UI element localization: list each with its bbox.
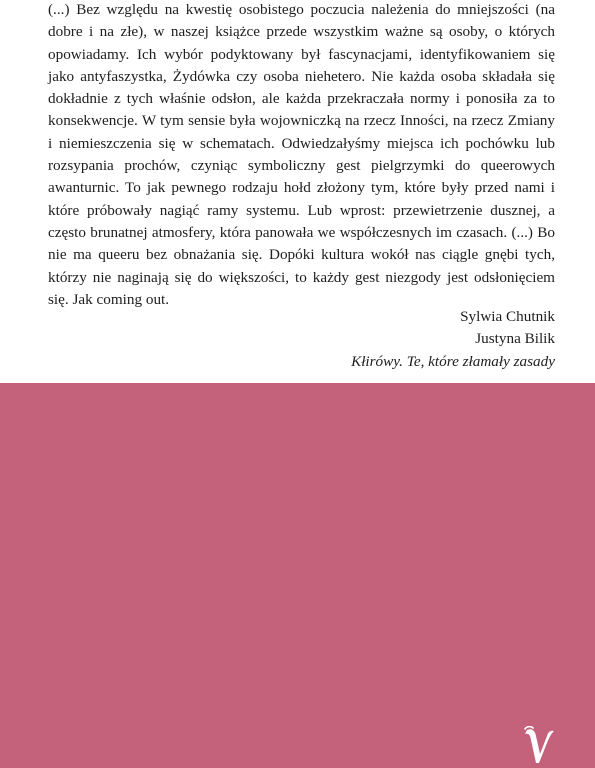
author-sylwia-chutnik: Sylwia Chutnik: [460, 308, 555, 325]
back-cover-quote: (...) Bez względu na kwestię osobistego poczucia należenia do mniejszości (na dobre i na złe), w naszej książce przede wszystkim ważne są osoby, o których opowiadamy. Ich wybór podyktowany był fascynacjami, identyfikowaniem się jako antyfaszystka, Żydówka czy osoba niehetero. Nie każda osoba składała się dokładnie z tych właśnie odsłon, ale każda przekraczała normy i ponosiła za to konsekwencje. W tym sensie była wojowniczką na rzecz Inności, na rzecz Zmiany i niemieszczenia się w schematach. Odwiedzałyśmy miejsca ich pochówku lub rozsypania prochów, czyniąc symboliczny gest pielgrzymki do queerowych awanturnic. To jak pewnego rodzaju hołd złożony tym, które były przed nami i które próbowały nagiąć ramy systemu. Lub wprost: przewietrzenie dusznej, a często brunatnej atmosfery, która panowała we współczesnych im czasach. (...) Bo nie ma queeru bez obnażania się. Dopóki kultura wokół nas ciągle gnębi tych, którzy nie naginają się do większości, to każdy gest niezgody jest odsłonięciem się. Jak coming out.: [48, 1, 555, 308]
book-title: Kłirówy. Te, które złamały zasady: [351, 352, 555, 370]
publisher-logo-v-icon: [521, 726, 557, 766]
color-panel: [0, 383, 595, 768]
quote-attribution: [351, 306, 555, 373]
author-justyna-bilik: Justyna Bilik: [475, 330, 555, 348]
